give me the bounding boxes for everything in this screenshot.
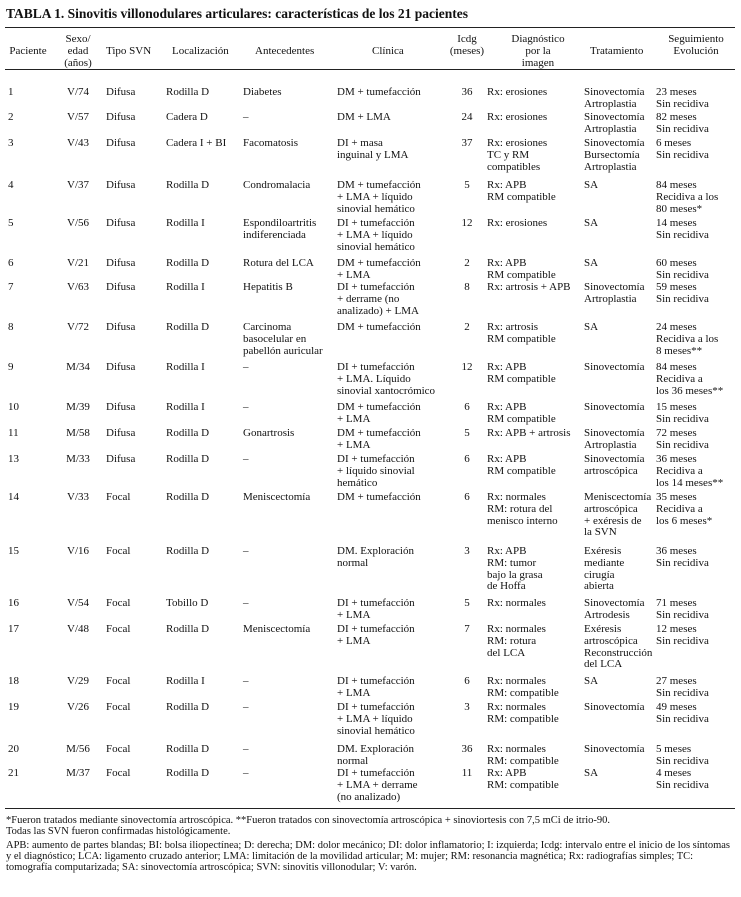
cell-icdg: 3 [464,701,470,713]
cell-paciente: 5 [8,217,14,229]
cell-seguimiento: 59 meses Sin recidiva [656,281,709,305]
cell-localizacion: Rodilla D [166,701,210,713]
cell-antecedentes: Condromalacia [243,179,311,191]
cell-icdg: 6 [464,453,470,465]
cell-icdg: 3 [464,545,470,557]
cell-tipo-svn: Difusa [106,111,136,123]
cell-localizacion: Rodilla D [166,86,210,98]
cell-tratamiento: Sinovectomía [584,701,645,713]
cell-clinica: DI + tumefacción + LMA [337,623,415,647]
cell-sexo-edad: M/33 [66,453,90,465]
cell-sexo-edad: V/26 [67,701,89,713]
cell-diagnostico: Rx: normales RM: rotura del menisco interno [487,491,558,527]
cell-localizacion: Rodilla I [166,401,205,413]
cell-tipo-svn: Difusa [106,217,136,229]
cell-tipo-svn: Focal [106,701,131,713]
header-localizacion: Localización [172,45,229,57]
cell-localizacion: Rodilla I [166,281,205,293]
cell-diagnostico: Rx: normales RM: rotura del LCA [487,623,546,659]
cell-seguimiento: 23 meses Sin recidiva [656,86,709,110]
cell-tratamiento: Sinovectomía Artroplastia [584,281,645,305]
cell-tratamiento: Sinovectomía [584,361,645,373]
cell-sexo-edad: V/16 [67,545,89,557]
cell-tratamiento: SA [584,217,599,229]
cell-paciente: 7 [8,281,14,293]
cell-antecedentes: Gonartrosis [243,427,295,439]
cell-sexo-edad: M/39 [66,401,90,413]
cell-antecedentes: – [243,597,249,609]
cell-seguimiento: 6 meses Sin recidiva [656,137,709,161]
cell-seguimiento: 36 meses Recidiva a los 14 meses** [656,453,724,489]
cell-sexo-edad: M/58 [66,427,90,439]
cell-sexo-edad: V/56 [67,217,89,229]
cell-tipo-svn: Difusa [106,281,136,293]
cell-paciente: 19 [8,701,19,713]
cell-icdg: 12 [461,217,473,229]
cell-antecedentes: – [243,111,249,123]
cell-diagnostico: Rx: APB RM: tumor bajo la grasa de Hoffa [487,545,543,593]
cell-tipo-svn: Difusa [106,361,136,373]
footnote-treatment: *Fueron tratados mediante sinovectomía artroscópica. **Fueron tratados con sinovectomía artroscópica + sinoviortesis con 7,5 mCi de itrio-90. [6,815,610,826]
cell-tratamiento: Sinovectomía Artroplastia [584,111,645,135]
header-rule [5,69,735,70]
cell-tipo-svn: Difusa [106,137,136,149]
cell-antecedentes: Diabetes [243,86,282,98]
cell-tipo-svn: Focal [106,545,131,557]
cell-localizacion: Cadera D [166,111,208,123]
cell-antecedentes: Meniscectomía [243,623,311,635]
cell-clinica: DM + tumefacción + LMA + líquido sinovial hemático [337,179,421,215]
header-icdg: Icdg (meses) [449,33,485,57]
cell-clinica: DM + tumefacción [337,321,421,333]
cell-localizacion: Rodilla I [166,361,205,373]
cell-clinica: DI + tumefacción + LMA [337,675,415,699]
cell-tratamiento: Sinovectomía Artroplastia [584,427,645,451]
cell-tipo-svn: Difusa [106,86,136,98]
cell-clinica: DM + tumefacción [337,86,421,98]
cell-localizacion: Rodilla D [166,179,210,191]
cell-clinica: DI + masa inguinal y LMA [337,137,409,161]
cell-tipo-svn: Difusa [106,257,136,269]
cell-icdg: 7 [464,623,470,635]
cell-diagnostico: Rx: erosiones [487,111,548,123]
cell-antecedentes: – [243,701,249,713]
cell-clinica: DI + tumefacción + LMA. Líquido sinovial xantocrómico [337,361,436,397]
cell-sexo-edad: V/29 [67,675,89,687]
cell-clinica: DI + tumefacción + LMA + derrame (no analizado) [337,767,418,803]
cell-seguimiento: 14 meses Sin recidiva [656,217,709,241]
cell-antecedentes: – [243,401,249,413]
cell-diagnostico: Rx: erosiones [487,217,548,229]
cell-clinica: DI + tumefacción + LMA [337,597,415,621]
cell-paciente: 9 [8,361,14,373]
cell-clinica: DM + tumefacción + LMA [337,401,421,425]
cell-sexo-edad: M/34 [66,361,90,373]
cell-tipo-svn: Difusa [106,321,136,333]
cell-icdg: 24 [461,111,473,123]
cell-seguimiento: 35 meses Recidiva a los 6 meses* [656,491,713,527]
header-antecedentes: Antecedentes [255,45,315,57]
cell-tratamiento: Sinovectomía [584,743,645,755]
cell-tratamiento: Meniscectomía artroscópica + exéresis de la SVN [584,491,652,539]
cell-localizacion: Rodilla D [166,623,210,635]
cell-antecedentes: Facomatosis [243,137,298,149]
cell-diagnostico: Rx: normales RM: compatible [487,675,559,699]
cell-antecedentes: – [243,453,249,465]
cell-paciente: 16 [8,597,19,609]
cell-localizacion: Rodilla D [166,743,210,755]
cell-tipo-svn: Focal [106,491,131,503]
cell-diagnostico: Rx: normales RM: compatible [487,743,559,767]
cell-antecedentes: – [243,361,249,373]
cell-paciente: 3 [8,137,14,149]
cell-icdg: 11 [461,767,473,779]
cell-clinica: DM + LMA [337,111,391,123]
cell-diagnostico: Rx: APB RM compatible [487,179,556,203]
cell-seguimiento: 71 meses Sin recidiva [656,597,709,621]
cell-tratamiento: SA [584,321,599,333]
cell-antecedentes: Rotura del LCA [243,257,314,269]
cell-seguimiento: 84 meses Recidiva a los 80 meses* [656,179,719,215]
cell-icdg: 37 [461,137,473,149]
table-title: TABLA 1. Sinovitis villonodulares articulares: características de los 21 pacientes [6,6,468,21]
cell-localizacion: Tobillo D [166,597,209,609]
cell-sexo-edad: M/56 [66,743,90,755]
cell-clinica: DI + tumefacción + derrame (no analizado) + LMA [337,281,419,317]
cell-paciente: 1 [8,86,14,98]
cell-diagnostico: Rx: erosiones TC y RM compatibles [487,137,548,173]
cell-paciente: 15 [8,545,19,557]
cell-icdg: 12 [461,361,473,373]
cell-tratamiento: Sinovectomía Artroplastia [584,86,645,110]
cell-paciente: 10 [8,401,19,413]
cell-localizacion: Rodilla D [166,491,210,503]
cell-tratamiento: SA [584,675,599,687]
cell-antecedentes: – [243,743,249,755]
cell-sexo-edad: V/33 [67,491,89,503]
cell-seguimiento: 5 meses Sin recidiva [656,743,709,767]
header-tipo-svn: Tipo SVN [106,45,152,57]
cell-antecedentes: – [243,675,249,687]
cell-clinica: DI + tumefacción + LMA + líquido sinovial hemático [337,701,415,737]
cell-diagnostico: Rx: APB + artrosis [487,427,571,439]
header-sexo-edad: Sexo/ edad (años) [64,33,92,69]
cell-tratamiento: Exéresis mediante cirugía abierta [584,545,625,593]
cell-sexo-edad: V/48 [67,623,89,635]
cell-sexo-edad: V/54 [67,597,89,609]
cell-diagnostico: Rx: normales RM: compatible [487,701,559,725]
cell-diagnostico: Rx: artrosis RM compatible [487,321,556,345]
cell-sexo-edad: V/43 [67,137,89,149]
cell-paciente: 11 [8,427,19,439]
cell-diagnostico: Rx: artrosis + APB [487,281,571,293]
header-tratamiento: Tratamiento [590,45,644,57]
cell-tratamiento: Sinovectomía Artrodesis [584,597,645,621]
cell-seguimiento: 49 meses Sin recidiva [656,701,709,725]
cell-clinica: DI + tumefacción + LMA + líquido sinovial hemático [337,217,415,253]
cell-paciente: 14 [8,491,19,503]
cell-sexo-edad: V/63 [67,281,89,293]
cell-paciente: 18 [8,675,19,687]
cell-tipo-svn: Difusa [106,427,136,439]
cell-diagnostico: Rx: APB RM compatible [487,257,556,281]
cell-diagnostico: Rx: erosiones [487,86,548,98]
cell-tratamiento: Sinovectomía Bursectomía Artroplastia [584,137,645,173]
cell-paciente: 13 [8,453,19,465]
cell-seguimiento: 82 meses Sin recidiva [656,111,709,135]
header-diagnostico: Diagnóstico por la imagen [511,33,565,69]
cell-antecedentes: Meniscectomía [243,491,311,503]
header-seguimiento: Seguimiento Evolución [668,33,724,57]
cell-localizacion: Rodilla D [166,257,210,269]
cell-seguimiento: 36 meses Sin recidiva [656,545,709,569]
bottom-rule [5,808,735,809]
footnote-abbreviations: APB: aumento de partes blandas; BI: bolsa iliopectínea; D: derecha; DM: dolor mecánico; DI: dolor inflamatorio; I: izquierda; Icdg: intervalo entre el inicio de los síntomas y el diagnóstico; LCA: ligamento cruzado anterior; LMA: limitación de la movilidad articular; M: mujer; RM: resonancia magnética; Rx: radiografías simples; TC: tomografía computarizada; SA: sinovectomía artroscópica; SVN: sinovitis villonodular; V: varón. [6,840,731,873]
cell-diagnostico: Rx: normales [487,597,546,609]
cell-seguimiento: 24 meses Recidiva a los 8 meses** [656,321,719,357]
cell-antecedentes: – [243,545,249,557]
cell-tratamiento: Sinovectomía artroscópica [584,453,645,477]
cell-tipo-svn: Difusa [106,179,136,191]
cell-tipo-svn: Difusa [106,401,136,413]
cell-paciente: 6 [8,257,14,269]
cell-antecedentes: – [243,767,249,779]
cell-seguimiento: 27 meses Sin recidiva [656,675,709,699]
cell-antecedentes: Espondiloartritis indiferenciada [243,217,317,241]
cell-clinica: DI + tumefacción + líquido sinovial hemático [337,453,415,489]
cell-seguimiento: 12 meses Sin recidiva [656,623,709,647]
cell-paciente: 8 [8,321,14,333]
cell-localizacion: Cadera I + BI [166,137,227,149]
cell-icdg: 2 [464,257,470,269]
cell-tipo-svn: Focal [106,623,131,635]
cell-localizacion: Rodilla D [166,321,210,333]
cell-paciente: 21 [8,767,19,779]
cell-clinica: DM. Exploración normal [337,743,414,767]
cell-tipo-svn: Focal [106,597,131,609]
cell-icdg: 8 [464,281,470,293]
cell-icdg: 2 [464,321,470,333]
cell-localizacion: Rodilla I [166,217,205,229]
cell-tratamiento: SA [584,257,599,269]
cell-paciente: 2 [8,111,14,123]
cell-clinica: DM. Exploración normal [337,545,414,569]
cell-tipo-svn: Focal [106,767,131,779]
footnote-histology: Todas las SVN fueron confirmadas histológicamente. [6,826,231,837]
cell-icdg: 6 [464,491,470,503]
cell-sexo-edad: M/37 [66,767,90,779]
cell-localizacion: Rodilla I [166,675,205,687]
cell-icdg: 36 [461,86,473,98]
cell-tratamiento: Sinovectomía [584,401,645,413]
cell-tipo-svn: Focal [106,675,131,687]
cell-localizacion: Rodilla D [166,427,210,439]
cell-sexo-edad: V/57 [67,111,89,123]
cell-antecedentes: Carcinoma basocelular en pabellón auricular [243,321,323,357]
cell-localizacion: Rodilla D [166,545,210,557]
cell-paciente: 17 [8,623,19,635]
cell-seguimiento: 4 meses Sin recidiva [656,767,709,791]
cell-diagnostico: Rx: APB RM compatible [487,453,556,477]
cell-seguimiento: 72 meses Sin recidiva [656,427,709,451]
cell-icdg: 6 [464,675,470,687]
cell-icdg: 36 [461,743,473,755]
cell-tratamiento: SA [584,767,599,779]
cell-sexo-edad: V/21 [67,257,89,269]
cell-seguimiento: 15 meses Sin recidiva [656,401,709,425]
cell-sexo-edad: V/72 [67,321,89,333]
cell-seguimiento: 84 meses Recidiva a los 36 meses** [656,361,724,397]
cell-icdg: 5 [464,597,470,609]
cell-sexo-edad: V/37 [67,179,89,191]
cell-sexo-edad: V/74 [67,86,89,98]
cell-diagnostico: Rx: APB RM: compatible [487,767,559,791]
cell-tratamiento: Exéresis artroscópica Reconstrucción del LCA [584,623,653,671]
header-paciente: Paciente [9,45,47,57]
cell-clinica: DM + tumefacción [337,491,421,503]
header-clinica: Clínica [372,45,404,57]
cell-icdg: 5 [464,427,470,439]
cell-localizacion: Rodilla D [166,453,210,465]
cell-seguimiento: 60 meses Sin recidiva [656,257,709,281]
cell-paciente: 20 [8,743,19,755]
top-rule [5,27,735,28]
cell-icdg: 5 [464,179,470,191]
cell-clinica: DM + tumefacción + LMA [337,427,421,451]
cell-clinica: DM + tumefacción + LMA [337,257,421,281]
cell-tipo-svn: Difusa [106,453,136,465]
cell-antecedentes: Hepatitis B [243,281,293,293]
cell-tratamiento: SA [584,179,599,191]
cell-diagnostico: Rx: APB RM compatible [487,361,556,385]
cell-localizacion: Rodilla D [166,767,210,779]
cell-paciente: 4 [8,179,14,191]
cell-tipo-svn: Focal [106,743,131,755]
cell-diagnostico: Rx: APB RM compatible [487,401,556,425]
cell-icdg: 6 [464,401,470,413]
